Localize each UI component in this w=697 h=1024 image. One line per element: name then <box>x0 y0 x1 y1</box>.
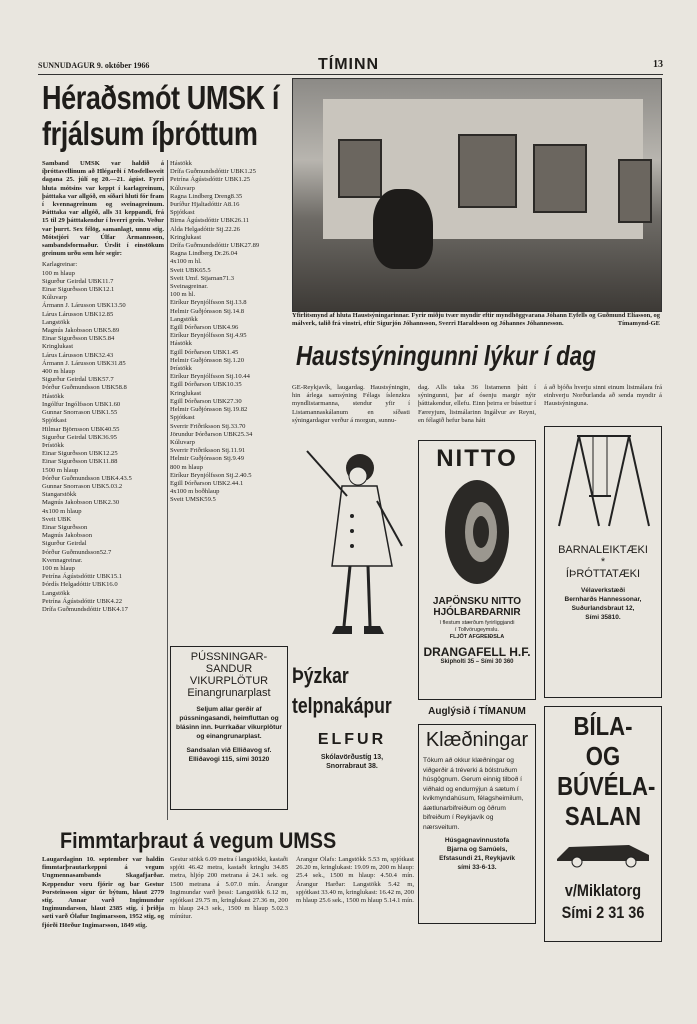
event-heading: 100 m hlaup <box>42 564 75 572</box>
result-row <box>170 201 288 209</box>
athlete-name: Þórdís Helgadóttir UBK <box>42 581 107 589</box>
result-row <box>42 598 164 606</box>
athlete-name: Ármann J. Lárusson UBK <box>42 359 111 367</box>
result-value: 5.84 <box>102 335 115 343</box>
result-value: 4.95 <box>235 332 247 340</box>
result-value: 59.5 <box>204 496 216 504</box>
fimmtar-col2: Gestur stökk 6.09 metra í langstökki, kastaði spjóti 46.42 metra, kastaði kringlu 34.85 metra, hljóp 200 metrana á 24.1 sek. og 1500 metrana á 5.07.0 mín. Árangur Ingimundar varð þessi: Langstökk 6.12 m, spjótkast 29.75 m, kringlukast 27.36 m, 200 m hlaup 24.3 sek., 1500 m hlaup 5.02.3 mínútur. <box>170 856 288 921</box>
result-row <box>42 384 164 392</box>
event-heading: Sveinagreinar. <box>170 283 208 291</box>
result-row <box>42 434 164 442</box>
result-value: 4.96 <box>226 324 239 332</box>
result-row <box>42 327 164 335</box>
athlete-name: Alda Helgadóttir Stj. <box>170 225 226 233</box>
athlete-name: Eiríkur Brynjólfsson Stj. <box>170 299 236 307</box>
result-row <box>170 455 288 463</box>
event-heading: Langstökk <box>170 315 198 323</box>
result-value: 2.44.1 <box>226 479 244 487</box>
main-article-col2 <box>170 160 288 640</box>
result-row <box>170 267 288 275</box>
result-row <box>170 447 288 455</box>
result-row <box>42 573 164 581</box>
event-heading: Kúluvarp <box>170 438 195 446</box>
result-value: 65.5 <box>199 266 211 274</box>
result-value: 12.85 <box>98 310 114 318</box>
athlete-name: Helmir Guðjónsson Stj. <box>170 356 233 364</box>
athlete-name: Þórður Guðmundsson UBK <box>42 384 116 392</box>
event-heading: Kúluvarp <box>170 184 195 192</box>
event-heading: Kringlukast <box>170 389 202 397</box>
athlete-name: Sverrir Friðriksson Stj. <box>170 422 231 430</box>
result-value: 1.20 <box>232 356 245 364</box>
result-value: 1.25 <box>244 168 256 176</box>
result-value: 36.95 <box>102 433 117 441</box>
event-heading: Hástökk <box>42 392 64 400</box>
athlete-name: Egill Þórðarson UBK <box>170 324 227 332</box>
fimmtar-col1: Laugardaginn 10. september var haldin fimmtarþrautarkeppni á vegum Ungmennasambands Skagafjarðar. Keppendur voru fjórir og bar Gestur Þorsteinsson sigur úr býtum, hlaut 2779 stig. Annar varð Ingimundur Ingimundarson, hlaut 2385 stig, í þriðja sæti varð Ólafur Ingimarsson, 1952 stig, og fjórði Hörður Ingimarsson, 1849 stig. <box>42 856 164 929</box>
result-value: 71.3 <box>222 274 235 282</box>
athlete-name: Gunnar Snorrason UBK <box>42 482 106 490</box>
event-heading: Þrístökk <box>42 441 64 449</box>
haust-col1: GE-Reykjavík, laugardag. Haustsýningin, hin árlega samsýning Félags íslenzkra myndlistarmanna, stendur yfir í Listamannaskálanum en síðasti sýningardagur verður á morgun, sunnu- <box>292 384 410 424</box>
girl-coat-illustration <box>292 446 412 646</box>
result-row <box>170 423 288 431</box>
event-heading: Karlagreinar: <box>42 261 78 269</box>
result-value: 26.04 <box>222 250 238 258</box>
nitto-ad: NITTO JAPÖNSKU NITTO HJÓLBARÐARNIR í flestum stærðum fyrirliggjandi í Tollvörugeymslu. FLJÓT AFGREIÐSLA DRANGAFELL H.F. Skipholti 35 – Sími 30 360 <box>418 440 536 700</box>
result-value: 13.50 <box>110 302 126 310</box>
result-row <box>170 431 288 439</box>
haust-col3: á að bjóða hverju sinni einum listmálara frá einhverju Norðurlanda að senda myndir á Haustsýninguna. <box>544 384 662 408</box>
athlete-name: Sigurður Geirdal UBK <box>42 433 103 441</box>
header-rule <box>38 74 663 75</box>
event-heading: Stangarstökk <box>42 491 77 499</box>
result-value: 4.43.5 <box>115 474 132 482</box>
result-value: 33.70 <box>230 422 246 430</box>
athlete-name: Sveit UBK <box>42 515 72 523</box>
haust-col2: dag. Alls taka 36 listamenn þátt í sýningunni, þar af ósenju margir nýir þátttakendur, ellefu. Einn þeirra er búsettur í Færeyjum, listmálarinn Ingálvur av Reyni, en félagið hefur bana hátt <box>418 384 536 424</box>
athlete-name: Þuríður Hjaltadóttir A <box>170 201 228 209</box>
result-value: 1.45 <box>226 348 239 356</box>
athlete-name: Ármann J. Lárusson UBK <box>42 302 111 310</box>
result-value: 12.1 <box>102 286 115 294</box>
result-value: 1.25 <box>238 176 251 184</box>
athlete-name: Gunnar Snorrason UBK <box>42 409 106 417</box>
result-row <box>42 499 164 507</box>
athlete-name: Magnús Jakobsson <box>42 532 93 540</box>
main-article-title: Héraðsmót UMSK í frjálsum íþróttum <box>42 79 280 152</box>
event-heading: 4x100 m hl. <box>170 258 202 266</box>
result-value: 19.82 <box>232 406 248 414</box>
result-row <box>170 472 288 480</box>
athlete-name: Sigurður Geirdal <box>42 540 87 548</box>
result-value: 5.89 <box>107 327 120 335</box>
haust-article-title: Haustsýningunni lýkur í dag <box>296 340 596 371</box>
event-heading: Hástökk <box>170 340 192 348</box>
result-value: 11.88 <box>102 458 118 466</box>
athlete-name: Helmir Guðjónsson Stj. <box>170 307 233 315</box>
athlete-name: Eiríkur Brynjólfsson Stj. <box>170 332 236 340</box>
event-heading: Spjótkast <box>42 417 67 425</box>
result-value: 1.55 <box>105 409 118 417</box>
event-heading: Kringlukast <box>170 233 202 241</box>
result-row <box>42 302 164 310</box>
athlete-name: Lárus Lárusson UBK <box>42 310 99 318</box>
athlete-name: Drífa Guðmundsdóttir UBK <box>170 242 245 250</box>
event-heading: 1500 m hlaup <box>42 466 79 474</box>
elfur-brand: ELFUR <box>317 731 387 748</box>
elfur-line2: telpnakápur <box>292 693 392 718</box>
result-row <box>42 606 164 614</box>
photo-caption: Yfirlitsmynd af hluta Haustsýningarinnar. Fyrir miðju tvær myndir eftir myndhöggvarana Jóhann Eyfells og Guðmund Elíasson, og málverk, talið frá vinstri, eftir Sigurjón Jóhannsson, Sverri Haraldsson og Jóhannes Jóhannesson. Tímamynd-GE <box>292 312 660 327</box>
event-heading: 100 m hl. <box>170 291 196 299</box>
results-col2 <box>170 160 288 505</box>
athlete-name: Sigurður Geirdal UBK <box>42 376 103 384</box>
result-row <box>42 360 164 368</box>
result-row <box>42 450 164 458</box>
swing-set-icon <box>549 431 657 531</box>
result-row <box>42 549 164 557</box>
event-heading: 800 m hlaup <box>170 463 203 471</box>
auglysid-ad: Auglýsið í TÍMANUM <box>428 706 526 717</box>
athlete-name: Sveit UBK <box>170 266 200 274</box>
result-row <box>42 483 164 491</box>
result-row <box>42 278 164 286</box>
car-icon <box>549 831 657 871</box>
photo-credit: Tímamynd-GE <box>617 320 660 327</box>
result-row <box>170 373 288 381</box>
exhibition-photo <box>292 78 662 312</box>
result-row <box>42 409 164 417</box>
athlete-name: Ragna Lindberg Dr. <box>170 250 223 258</box>
result-row <box>170 308 288 316</box>
result-row <box>42 475 164 483</box>
elfur-line1: Þýzkar <box>292 663 349 688</box>
elfur-ad: Þýzkar telpnakápur ELFUR Skólavörðustíg 13, Snorrabraut 38. <box>292 446 412 811</box>
athlete-name: Drífa Guðmundsdóttir UBK <box>170 168 245 176</box>
athlete-name: Einar Sigurðsson UBK <box>42 286 103 294</box>
result-value: 15.1 <box>110 573 123 581</box>
result-row <box>170 217 288 225</box>
result-value: 2.40.5 <box>235 471 252 479</box>
athlete-name: Einar Sigurðsson UBK <box>42 458 103 466</box>
event-heading: Spjótkast <box>170 414 195 422</box>
result-value: 40.55 <box>104 425 120 433</box>
athlete-name: Ingólfur Ingólfsson UBK <box>42 400 109 408</box>
athlete-name: Eiríkur Brynjólfsson Stj. <box>170 373 236 381</box>
result-row <box>42 286 164 294</box>
athlete-name: Petrína Ágústsdóttir UBK <box>42 573 111 581</box>
page-number: 13 <box>653 59 663 70</box>
result-value: 10.35 <box>226 381 242 389</box>
event-heading: 4x100 m hlaup <box>42 507 82 515</box>
athlete-name: Einar Sigurðsson UBK <box>42 450 103 458</box>
athlete-name: Sigurður Geirdal UBK <box>42 277 103 285</box>
result-value: 31.85 <box>110 359 126 367</box>
result-value: 58.8 <box>115 384 127 392</box>
result-row <box>170 250 288 258</box>
athlete-name: Sveit Umf. Stjarnan <box>170 274 223 282</box>
result-row <box>170 349 288 357</box>
event-heading: Hástökk <box>170 160 192 167</box>
result-row <box>42 540 164 548</box>
result-value: 8.35 <box>230 192 243 200</box>
result-row <box>170 357 288 365</box>
result-value: 4.22 <box>110 597 123 605</box>
main-article-body: Samband UMSK var haldið á íþróttavellinum að Hlégarði í Mosfellssveit dagana 25. júlí og 20.—21. ágúst. Fyrri hluta mótsins var keppt í karlagreinum, þátttaka var allgóð, en síðari hluti fór fram í kvennagreinum og sveinagreinum. Þátttaka var allgóð, alls 31 keppandi, frá 15 til 29 þátttakendur í hverri grein. Veður var þurrt. Sex félög, samanlagt, unnu stig. Mótstjóri var Úlfar Ármannsson, sambandsformaður. Úrslit í einstökum greinum urðu sem hér segir: <box>42 160 164 258</box>
result-row <box>170 381 288 389</box>
result-value: 2.30 <box>107 499 120 507</box>
result-row <box>170 176 288 184</box>
nitto-brand: NITTO <box>436 445 518 472</box>
result-row <box>42 311 164 319</box>
result-row <box>42 516 164 524</box>
result-row <box>42 458 164 466</box>
result-row <box>42 376 164 384</box>
result-value: 32.43 <box>98 351 114 359</box>
page-header <box>38 58 663 74</box>
athlete-name: Magnús Jakobsson UBK <box>42 327 108 335</box>
event-heading: Spjótkast <box>170 209 195 217</box>
result-value: 14.8 <box>232 307 245 315</box>
result-row <box>170 332 288 340</box>
result-value: 12.25 <box>102 450 118 458</box>
fimmtar-col3: Árangur Ólafs: Langstökk 5.53 m, spjótkast 26.20 m, kringlukast: 19.09 m, 200 m hlaup: 25.4 sek., 1500 m hlaup: 4.50.4 mín. Árangur Harðar: Langstökk 5.42 m, spjótkast 33.40 m, kringlukast: 16.42 m, 200 m hlaup 25.6 sek., 1500 m hlaup 5.14.1 mín. <box>296 856 414 905</box>
result-row <box>170 275 288 283</box>
athlete-name: Sveit UMSK <box>170 496 205 504</box>
result-row <box>170 299 288 307</box>
result-value: 9.49 <box>232 455 245 463</box>
klaedningar-ad: Klæðningar Tökum að okkur klæðningar og viðgerðir á tréverki á bólstruðum húsgögnum. Gerum einnig tilboð í viðhald og endurnýjun á sætum í kvikmyndahúsum, félagsheimilum, áætlunarbifreiðum og öðrum bifreiðum í Reykjavík og nærsveitum. Húsgagnavinnustofa Bjarna og Samúels, Efstasundi 21, Reykjavík sími 33-6-13. <box>418 724 536 924</box>
athlete-name: Birna Ágústsdóttir UBK <box>170 217 235 225</box>
pussning-ad: PÚSSNINGAR- SANDUR VIKURPLÖTUR Einangrunarplast Seljum allar gerðir af pússningasandi, heimfluttan og blásinn inn. Þurrkaðar vikurplötur og einangrunarplast. Sandsalan við Elliðavog sf. Elliðavogi 115, sími 30120 <box>170 646 288 810</box>
result-value: 27.30 <box>226 397 242 405</box>
result-row <box>170 324 288 332</box>
fimmtar-article-title: Fimmtarþraut á vegum UMSS <box>60 828 337 853</box>
result-value: 52.7 <box>99 548 112 556</box>
result-value: 27.89 <box>244 242 260 250</box>
result-row <box>42 335 164 343</box>
result-value: 8.16 <box>227 201 240 209</box>
athlete-name: Ragna Lindberg Dreng <box>170 192 231 200</box>
result-row <box>42 581 164 589</box>
result-value: 1.60 <box>108 400 121 408</box>
newspaper-name: TÍMINN <box>318 56 380 73</box>
athlete-name: Einar Sigurðsson <box>42 523 88 531</box>
result-row <box>42 524 164 532</box>
column-divider <box>167 160 168 820</box>
event-heading: Langstökk <box>42 318 70 326</box>
issue-date: SUNNUDAGUR 9. október 1966 <box>38 61 150 70</box>
bilasalan-ad: BÍLA- OG BÚVÉLA- SALAN v/Miklatorg Sími 2 31 36 <box>544 706 662 942</box>
result-value: 22.26 <box>225 225 240 233</box>
athlete-name: Egill Þórðarson UBK <box>170 348 227 356</box>
athlete-name: Egill Þórðarson UBK <box>170 479 227 487</box>
tire-icon <box>423 473 531 591</box>
result-row <box>42 532 164 540</box>
main-article-col1 <box>42 160 164 820</box>
athlete-name: Drífa Guðmundsdóttir UBK <box>42 605 117 613</box>
event-heading: 4x100 m boðhlaup <box>170 488 220 496</box>
result-row <box>170 193 288 201</box>
event-heading: 100 m hlaup <box>42 269 75 277</box>
event-heading: Kringlukast <box>42 343 74 351</box>
event-heading: Kúluvarp <box>42 294 67 302</box>
athlete-name: Einar Sigurðsson UBK <box>42 335 103 343</box>
athlete-name: Egill Þórðarson UBK <box>170 397 227 405</box>
result-value: 13.8 <box>235 299 247 307</box>
result-row <box>170 496 288 504</box>
athlete-name: Petrína Ágústsdóttir UBK <box>42 597 111 605</box>
athlete-name: Þórður Guðmundsson <box>42 548 100 556</box>
athlete-name: Sverrir Friðriksson Stj. <box>170 447 231 455</box>
result-value: 5.03.2 <box>105 482 123 490</box>
result-value: 25.34 <box>237 430 253 438</box>
athlete-name: Lárus Lárusson UBK <box>42 351 99 359</box>
result-value: 11.91 <box>230 447 246 455</box>
result-row <box>170 480 288 488</box>
athlete-name: Jörundur Þórðarson UBK <box>170 430 238 438</box>
athlete-name: Þórður Guðmundsson UBK <box>42 474 116 482</box>
result-row <box>42 426 164 434</box>
result-row <box>170 226 288 234</box>
result-value: 4.17 <box>116 605 128 613</box>
result-row <box>42 401 164 409</box>
result-value: 11.7 <box>102 277 114 285</box>
athlete-name: Magnús Jakobsson UBK <box>42 499 108 507</box>
result-value: 10.44 <box>235 373 250 381</box>
result-row <box>42 352 164 360</box>
athlete-name: Helmir Guðjónsson Stj. <box>170 455 233 463</box>
result-row <box>170 406 288 414</box>
athlete-name: Eiríkur Brynjólfsson Stj. <box>170 471 236 479</box>
result-value: 26.11 <box>234 217 250 225</box>
event-heading: Kvennagreinar. <box>42 556 83 564</box>
result-row <box>170 398 288 406</box>
result-value: 57.7 <box>102 376 114 384</box>
athlete-name: Helmir Guðjónsson Stj. <box>170 406 233 414</box>
result-value: 16.0 <box>106 581 118 589</box>
event-heading: Þrístökk <box>170 365 192 373</box>
result-row <box>170 242 288 250</box>
event-heading: Langstökk <box>42 589 70 597</box>
event-heading: 400 m hlaup <box>42 368 75 376</box>
barnaleiktaeki-ad: BARNALEIKTÆKI * ÍÞRÓTTATÆKI Vélaverkstæði Bernharðs Hannessonar, Suðurlandsbraut 12, Sími 35810. <box>544 426 662 698</box>
athlete-name: Hilmar Björnsson UBK <box>42 425 105 433</box>
athlete-name: Petrína Ágústsdóttir UBK <box>170 176 239 184</box>
results-col1 <box>42 261 164 614</box>
athlete-name: Egill Þórðarson UBK <box>170 381 227 389</box>
